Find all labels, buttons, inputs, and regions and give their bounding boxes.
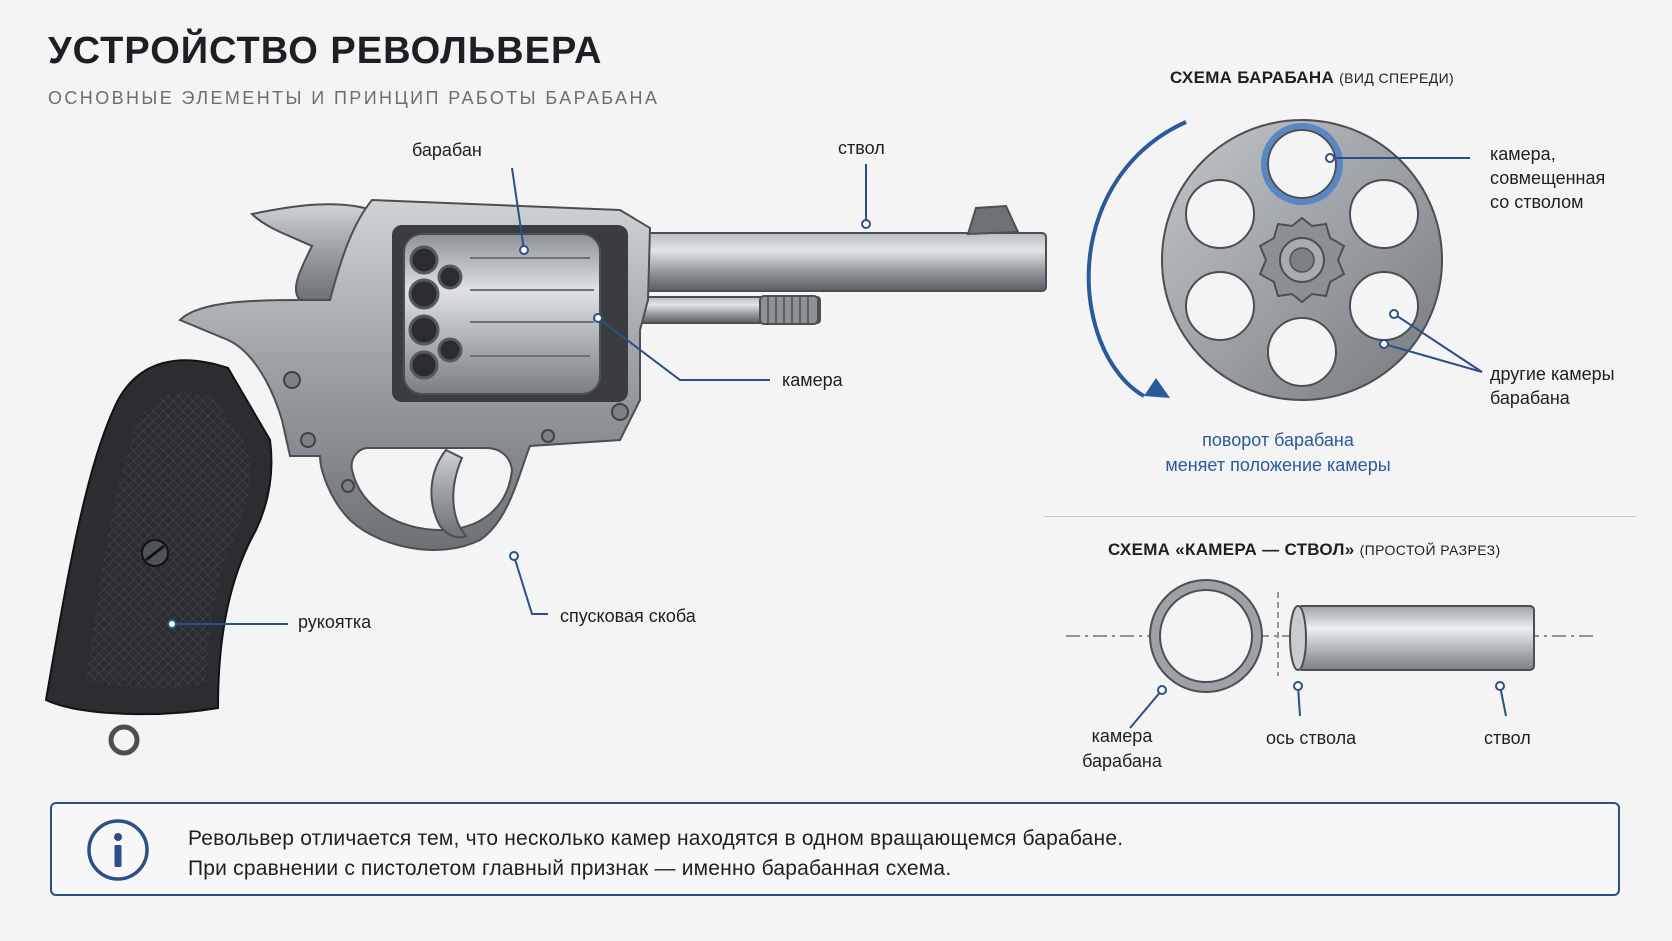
info-box [50, 802, 1620, 896]
label-other-chambers: другие камеры барабана [1490, 364, 1615, 408]
label-cylinder-chamber: камера барабана [1082, 726, 1162, 771]
info-text: Револьвер отличается тем, что несколько камер находятся в одном вращающемся барабане. При сравнении с пистолетом главный признак — именно барабанная схема. [188, 827, 1124, 880]
cylinder-schema-title: СХЕМА БАРАБАНА (ВИД СПЕРЕДИ) [1170, 68, 1455, 87]
aligned-chamber [1268, 130, 1336, 198]
front-sight [968, 206, 1018, 234]
cylinder-front-diagram [1089, 120, 1442, 400]
barrel [640, 233, 1046, 291]
section-schema-title: СХЕМА «КАМЕРА — СТВОЛ» (ПРОСТОЙ РАЗРЕЗ) [1108, 540, 1501, 559]
label-bore-axis: ось ствола [1266, 728, 1357, 748]
page-title: УСТРОЙСТВО РЕВОЛЬВЕРА [48, 30, 603, 72]
label-aligned-chamber: камера, совмещенная со стволом [1490, 144, 1606, 212]
info-icon [86, 818, 150, 882]
barrel-tube [1298, 606, 1534, 670]
page-subtitle: ОСНОВНЫЕ ЭЛЕМЕНТЫ И ПРИНЦИП РАБОТЫ БАРАБАНА [48, 88, 660, 108]
revolver [46, 200, 1046, 753]
label-cylinder: барабан [412, 140, 482, 160]
label-section-barrel: ствол [1484, 728, 1531, 748]
label-grip: рукоятка [298, 612, 372, 632]
section-divider [1044, 516, 1636, 517]
lanyard-ring [111, 727, 137, 753]
label-chamber: камера [782, 370, 843, 390]
label-rotation: поворот барабана меняет положение камеры [1165, 430, 1391, 475]
chamber-barrel-section [1066, 580, 1596, 692]
label-trigger-guard: спусковая скоба [560, 606, 696, 626]
label-barrel: ствол [838, 138, 885, 158]
